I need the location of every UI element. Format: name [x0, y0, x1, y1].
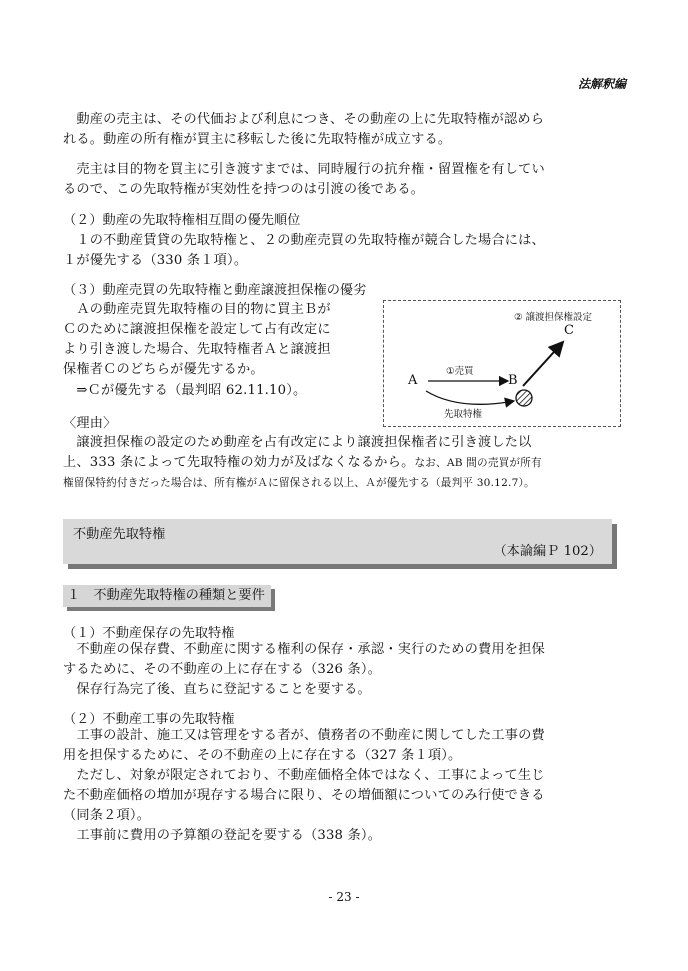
paragraph-line: ただし、対象が限定されており、不動産価格全体ではなく、工事によって生じ: [63, 768, 545, 783]
section-title: 不動産先取特権: [73, 527, 166, 542]
reason-body: [63, 433, 633, 493]
diagram-node-b: B: [508, 373, 518, 388]
paragraph-line: より引き渡した場合、先取特権者Ａと譲渡担: [63, 342, 331, 357]
paragraph-line: 保権者Ｃのどちらが優先するか。: [63, 362, 264, 377]
diagram-label-sale: ①売買: [446, 366, 474, 377]
reason-note-line: 権留保特約付きだった場合は、所有権がＡに留保される以上、Ａが優先する（最判平 30.12.7）。: [63, 477, 535, 489]
section-heading: （２）動産の先取特権相互間の優先順位: [63, 213, 301, 228]
paragraph-line: Ａの動産売買先取特権の目的物に買主Ｂが: [63, 302, 331, 317]
paragraph-line: １が優先する（330 条１項）。: [63, 253, 248, 268]
subsection-title: １ 不動産先取特権の種類と要件: [63, 585, 271, 607]
hatched-object-icon: [516, 390, 532, 406]
diagram-label-lien: 先取特権: [444, 409, 483, 420]
paragraph-line: Ｃのために譲渡担保権を設定して占有改定に: [63, 322, 331, 337]
section-heading: （２）不動産工事の先取特権: [63, 712, 235, 727]
section-body: [63, 726, 545, 846]
paragraph-1: [63, 110, 544, 150]
paragraph-line: れる。動産の所有権が買主に移転した後に先取特権が成立する。: [63, 132, 452, 147]
paragraph-line: た不動産価格の増加が現存する場合に限り、その増価額についてのみ行使できる: [63, 788, 545, 803]
reason-text: 上、333 条によって先取特権の効力が及ばなくなるから。: [63, 455, 415, 470]
section-body: [63, 300, 383, 380]
paragraph-line: 工事の設計、施工又は管理をする者が、債務者の不動産に関してした工事の費: [63, 728, 545, 743]
paragraph-line: 工事前に費用の予算額の登記を要する（338 条）。: [63, 828, 382, 843]
paragraph-line: 動産の売主は、その代価および利息につき、その動産の上に先取特権が認めら: [63, 112, 545, 127]
diagram-box: [383, 300, 621, 427]
paragraph-2: [63, 160, 545, 200]
diagram-node-a: A: [408, 373, 418, 388]
section-reference: （本論編Ｐ 102）: [493, 544, 602, 559]
section-heading: （１）不動産保存の先取特権: [63, 626, 235, 641]
paragraph-line: 売主は目的物を買主に引き渡すまでは、同時履行の抗弁権・留置権を有してい: [63, 162, 545, 177]
section-title-box: [63, 519, 612, 564]
reason-note: なお、AB 間の売買が所有: [414, 457, 542, 469]
reason-label: 〈理由〉: [63, 416, 117, 431]
paragraph-line: [63, 453, 633, 473]
paragraph-line: るので、この先取特権が実効性を持つのは引渡の後である。: [63, 182, 425, 197]
paragraph-line: 用を担保するために、その不動産の上に存在する（327 条１項）。: [63, 748, 462, 763]
paragraph-line: 不動産の保存費、不動産に関する権利の保存・承認・実行のための費用を担保: [63, 642, 545, 657]
diagram-node-c: C: [564, 323, 574, 338]
lien-arrow: [426, 391, 514, 404]
paragraph-line: 保存行為完了後、直ちに登記することを要する。: [63, 682, 371, 697]
paragraph-line: 譲渡担保権の設定のため動産を占有改定により譲渡担保権者に引き渡した以: [63, 435, 532, 450]
page-number: - 23 -: [328, 890, 360, 904]
setting-arrow: [523, 342, 563, 386]
section-heading: （３）動産売買の先取特権と動産譲渡担保権の優劣: [63, 283, 367, 298]
paragraph-line: （同条２項）。: [63, 808, 151, 823]
answer-line: ⇒Ｃが優先する（最判昭 62.11.10）。: [63, 383, 307, 398]
section-body: [63, 231, 545, 271]
header-label: 法解釈編: [577, 77, 626, 91]
paragraph-line: １の不動産賃貸の先取特権と、２の動産売買の先取特権が競合した場合には、: [63, 233, 545, 248]
section-body: [63, 640, 545, 700]
diagram-label-setting: ② 譲渡担保権設定: [514, 312, 593, 323]
paragraph-line: するために、その不動産の上に存在する（326 条）。: [63, 662, 382, 677]
